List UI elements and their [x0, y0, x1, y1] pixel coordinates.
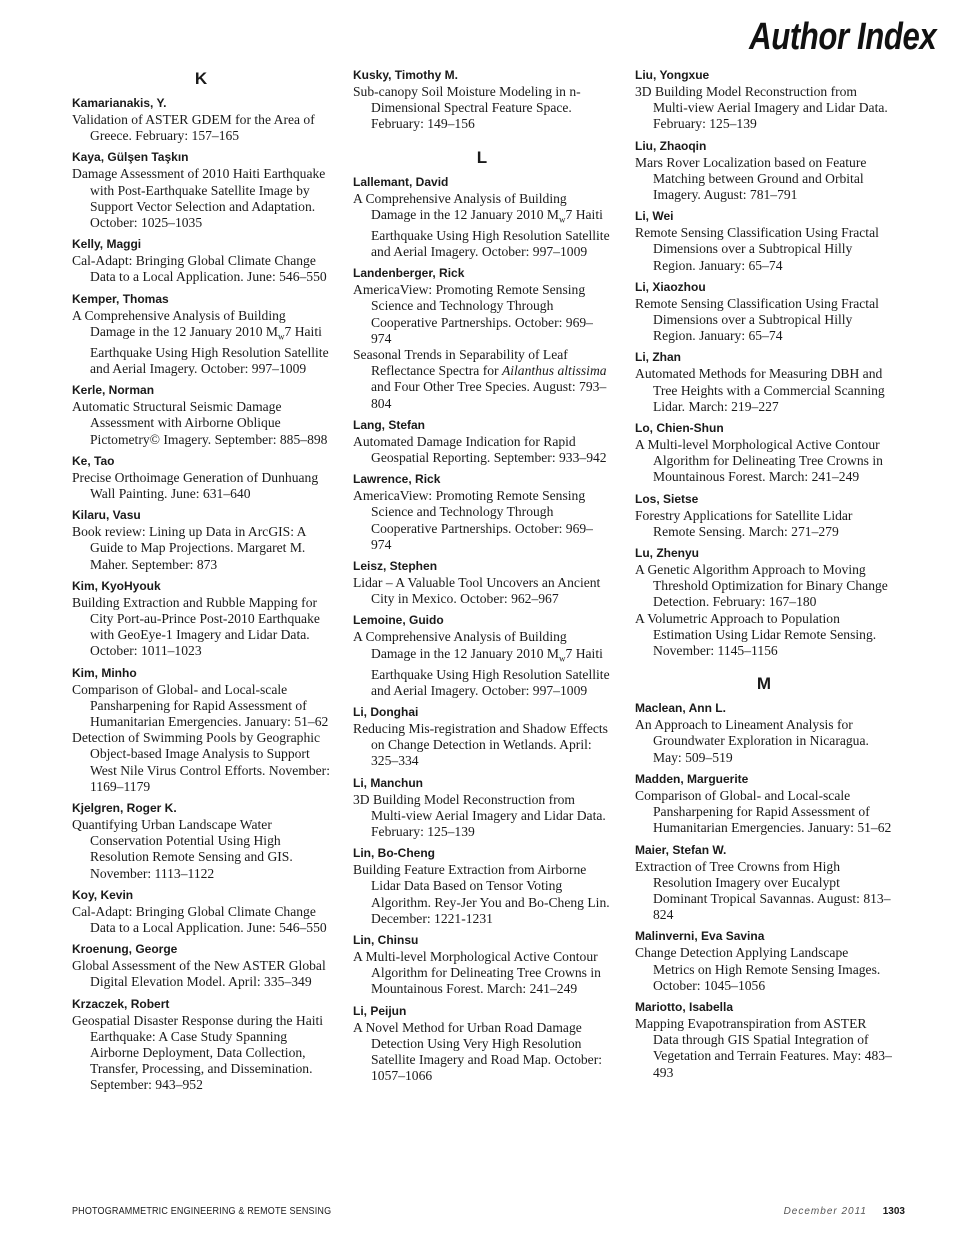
- paper-citation: Remote Sensing Classification Using Fractal Dimensions over a Subtropical Hilly Region. January: 65–74: [635, 225, 879, 273]
- author-name: Kaya, Gülşen Taşkın: [72, 150, 189, 165]
- author-entry: [635, 350, 893, 415]
- author-name: Madden, Marguerite: [635, 771, 749, 786]
- author-entry: [353, 68, 611, 133]
- paper-citation: Mapping Evapotranspiration from ASTER Data through GIS Spatial Integration of Vegetation and Terrain Features. May: 483–493: [635, 1015, 892, 1080]
- author-name: Lin, Chinsu: [353, 932, 419, 947]
- paper-citation: Cal-Adapt: Bringing Global Climate Change Data to a Local Application. June: 546–550: [72, 253, 327, 285]
- paper-citation: AmericaView: Promoting Remote Sensing Science and Technology Through Cooperative Partnerships. October: 969–974: [353, 488, 593, 552]
- author-name: Kilaru, Vasu: [72, 508, 141, 523]
- author-entry: [635, 772, 893, 837]
- paper-citation: A Multi-level Morphological Active Contour Algorithm for Delineating Tree Crowns in Mountainous Forest. March: 241–249: [353, 948, 601, 997]
- author-entry: [635, 843, 893, 924]
- paper-citation: Extraction of Tree Crowns from High Resolution Imagery over Eucalypt Dominant Tropical Savannas. August: 813–824: [635, 858, 891, 923]
- author-entry: [353, 776, 611, 841]
- author-entry: [635, 209, 893, 274]
- author-entry: [353, 472, 611, 553]
- paper-citation: Comparison of Global- and Local-scale Pansharpening for Rapid Assessment of Humanitarian Emergencies. January: 51–62: [72, 681, 329, 729]
- author-entry: [635, 139, 893, 204]
- author-name: Li, Manchun: [353, 775, 423, 790]
- author-entry: [72, 383, 330, 448]
- paper-citation: 3D Building Model Reconstruction from Multi-view Aerial Imagery and Lidar Data. February: 125–139: [635, 84, 888, 132]
- author-name: Kerle, Norman: [72, 383, 155, 398]
- author-name: Liu, Yongxue: [635, 68, 710, 82]
- author-entry: [635, 929, 893, 994]
- paper-citation: Mars Rover Localization based on Feature Matching between Ground and Orbital Imagery. August: 781–791: [635, 154, 867, 203]
- paper-citation: Automatic Structural Seismic Damage Assessment with Airborne Oblique Pictometry© Imagery. September: 885–898: [72, 399, 328, 447]
- paper-citation: An Approach to Lineament Analysis for Groundwater Exploration in Nicaragua. May: 509–519: [635, 717, 869, 765]
- author-entry: [635, 492, 893, 540]
- author-name: Kusky, Timothy M.: [353, 68, 458, 82]
- paper-citation: A Comprehensive Analysis of Building Damage in the 12 January 2010 $M_w7$ Haiti Earthquake Using High Resolution Satellite and Aerial Imagery. October: 997–1009: [353, 190, 610, 259]
- index-column-2: [353, 68, 611, 1090]
- author-name: Li, Peijun: [353, 1003, 407, 1018]
- author-entry: [72, 579, 330, 660]
- author-name: Lallemant, David: [353, 174, 449, 189]
- author-entry: [353, 559, 611, 607]
- author-name: Ke, Tao: [72, 453, 115, 468]
- author-entry: [353, 175, 611, 261]
- author-entry: [353, 705, 611, 770]
- author-name: Krzaczek, Robert: [72, 996, 170, 1011]
- paper-citation: Change Detection Applying Landscape Metrics on High Remote Sensing Images. October: 1045–1056: [635, 945, 881, 993]
- page-number: 1303: [882, 1206, 905, 1217]
- author-name: Kemper, Thomas: [72, 291, 169, 306]
- author-entry: [635, 280, 893, 345]
- section-letter: M: [756, 674, 772, 694]
- paper-citation: Lidar – A Valuable Tool Uncovers an Ancient City in Mexico. October: 962–967: [353, 574, 601, 607]
- author-entry: [72, 666, 330, 795]
- author-entry: [353, 846, 611, 927]
- author-entry: [72, 237, 330, 285]
- author-entry: [72, 997, 330, 1094]
- page-footer: [72, 1206, 905, 1220]
- journal-name: PHOTOGRAMMETRIC ENGINEERING & REMOTE SENSING: [72, 1206, 332, 1217]
- index-column-3: [635, 68, 893, 1087]
- paper-citation: Damage Assessment of 2010 Haiti Earthquake with Post-Earthquake Satellite Image by Support Vector Selection and Adaptation. October: 1025–1035: [72, 166, 326, 231]
- author-name: Li, Xiaozhou: [635, 279, 706, 294]
- author-name: Lin, Bo-Cheng: [353, 846, 435, 861]
- paper-citation: Reducing Mis-registration and Shadow Effects on Change Detection in Wetlands. April: 325–334: [353, 720, 608, 769]
- author-name: Leisz, Stephen: [353, 558, 438, 573]
- author-name: Kroenung, George: [72, 942, 178, 957]
- author-entry: [72, 888, 330, 936]
- author-name: Lo, Chien-Shun: [635, 421, 724, 436]
- author-name: Kelly, Maggi: [72, 237, 142, 252]
- author-entry: [353, 418, 611, 466]
- paper-citation: A Volumetric Approach to Population Estimation Using Lidar Remote Sensing. November: 1145–1156: [635, 610, 877, 659]
- paper-citation: Global Assessment of the New ASTER Global Digital Elevation Model. April: 335–349: [72, 958, 326, 990]
- author-name: Mariotto, Isabella: [635, 999, 734, 1014]
- paper-citation: Forestry Applications for Satellite Lidar Remote Sensing. March: 271–279: [635, 507, 853, 539]
- issue-date: December 2011: [783, 1206, 867, 1217]
- author-entry: [635, 421, 893, 486]
- author-name: Liu, Zhaoqin: [635, 138, 707, 153]
- author-entry: [72, 292, 330, 378]
- paper-citation: A Comprehensive Analysis of Building Damage in the 12 January 2010 $M_w7$ Haiti Earthquake Using High Resolution Satellite and Aerial Imagery. October: 997–1009: [353, 629, 610, 698]
- author-entry: [635, 546, 893, 659]
- author-entry: [353, 613, 611, 699]
- paper-citation: Book review: Lining up Data in ArcGIS: A Guide to Map Projections. Margaret M. Maher. September: 873: [72, 524, 306, 572]
- author-entry: [72, 801, 330, 882]
- paper-citation: A Multi-level Morphological Active Contour Algorithm for Delineating Tree Crowns in Mountainous Forest. March: 241–249: [635, 437, 883, 485]
- author-entry: [635, 701, 893, 766]
- author-entry: [353, 933, 611, 998]
- author-name: Maclean, Ann L.: [635, 701, 726, 716]
- author-name: Koy, Kevin: [72, 887, 134, 902]
- author-name: Malinverni, Eva Savina: [635, 929, 765, 944]
- author-name: Lu, Zhenyu: [635, 546, 699, 561]
- author-entry: [72, 150, 330, 231]
- author-name: Lemoine, Guido: [353, 613, 444, 628]
- author-name: Li, Donghai: [353, 704, 419, 719]
- paper-citation: Building Extraction and Rubble Mapping for City Port-au-Prince Post-2010 Earthquake with GeoEye-1 Imagery and Lidar Data. October: 1011–1023: [72, 594, 320, 659]
- author-entry: [72, 942, 330, 990]
- author-name: Li, Zhan: [635, 350, 681, 365]
- paper-citation: Precise Orthoimage Generation of Dunhuang Wall Painting. June: 631–640: [72, 469, 319, 501]
- author-entry: [72, 508, 330, 573]
- author-name: Kjelgren, Roger K.: [72, 801, 177, 816]
- author-entry: [72, 96, 330, 144]
- author-entry: [353, 1004, 611, 1085]
- paper-citation: Remote Sensing Classification Using Fractal Dimensions over a Subtropical Hilly Region. January: 65–74: [635, 295, 879, 344]
- author-entry: [635, 1000, 893, 1081]
- paper-citation: Automated Methods for Measuring DBH and Tree Heights with a Commercial Scanning Lidar. March: 219–227: [635, 366, 885, 414]
- author-name: Lawrence, Rick: [353, 472, 441, 487]
- paper-citation: Detection of Swimming Pools by Geographic Object-based Image Analysis to Support West Nile Virus Control Efforts. November: 1169–1179: [72, 730, 330, 794]
- paper-citation: 3D Building Model Reconstruction from Multi-view Aerial Imagery and Lidar Data. February: 125–139: [353, 791, 606, 839]
- paper-citation: Automated Damage Indication for Rapid Geospatial Reporting. September: 933–942: [353, 433, 607, 465]
- paper-citation: Validation of ASTER GDEM for the Area of Greece. February: 157–165: [72, 112, 315, 144]
- index-column-1: [72, 68, 330, 1100]
- author-name: Kamarianakis, Y.: [72, 96, 167, 110]
- author-name: Kim, Minho: [72, 665, 137, 680]
- paper-citation: Seasonal Trends in Separability of Leaf Reflectance Spectra for Ailanthus altissima and Four Other Tree Species. August: 793–804: [353, 346, 607, 411]
- paper-citation: Geospatial Disaster Response during the Haiti Earthquake: A Case Study Spanning Airborne Deployment, Data Collection, Transfer, Processing, and Dissemination. September: 943–952: [72, 1012, 324, 1093]
- paper-citation: Building Feature Extraction from Airborne Lidar Data Based on Tensor Voting Algorithm. Rey-Jer You and Bo-Cheng Lin. December: 1221-1231: [353, 862, 610, 926]
- author-name: Los, Sietse: [635, 491, 699, 506]
- page-title: Author Index: [748, 16, 936, 58]
- paper-citation: AmericaView: Promoting Remote Sensing Science and Technology Through Cooperative Partnerships. October: 969–974: [353, 282, 593, 346]
- author-entry: [635, 68, 893, 133]
- author-entry: [353, 266, 611, 412]
- author-name: Li, Wei: [635, 209, 674, 224]
- author-name: Landenberger, Rick: [353, 266, 465, 281]
- section-letter: L: [476, 147, 488, 167]
- paper-citation: Cal-Adapt: Bringing Global Climate Change Data to a Local Application. June: 546–550: [72, 903, 327, 936]
- author-name: Maier, Stefan W.: [635, 842, 727, 857]
- section-letter: K: [194, 69, 208, 88]
- paper-citation: A Novel Method for Urban Road Damage Detection Using Very High Resolution Satellite Imagery and Road Map. October: 1057–1066: [353, 1019, 603, 1084]
- paper-citation: Quantifying Urban Landscape Water Conservation Potential Using High Resolution Remote Sensing and GIS. November: 1113–1122: [72, 817, 293, 881]
- paper-citation: Comparison of Global- and Local-scale Pansharpening for Rapid Assessment of Humanitarian Emergencies. January: 51–62: [635, 787, 892, 836]
- paper-citation: Sub-canopy Soil Moisture Modeling in n-Dimensional Spectral Feature Space. February: 149–156: [353, 84, 581, 132]
- author-name: Lang, Stefan: [353, 417, 426, 432]
- paper-citation: A Comprehensive Analysis of Building Damage in the 12 January 2010 $M_w7$ Haiti Earthquake Using High Resolution Satellite and Aerial Imagery. October: 997–1009: [72, 307, 329, 376]
- author-entry: [72, 454, 330, 502]
- paper-citation: A Genetic Algorithm Approach to Moving Threshold Optimization for Binary Change Detection. February: 167–180: [635, 562, 888, 610]
- author-name: Kim, KyoHyouk: [72, 578, 161, 593]
